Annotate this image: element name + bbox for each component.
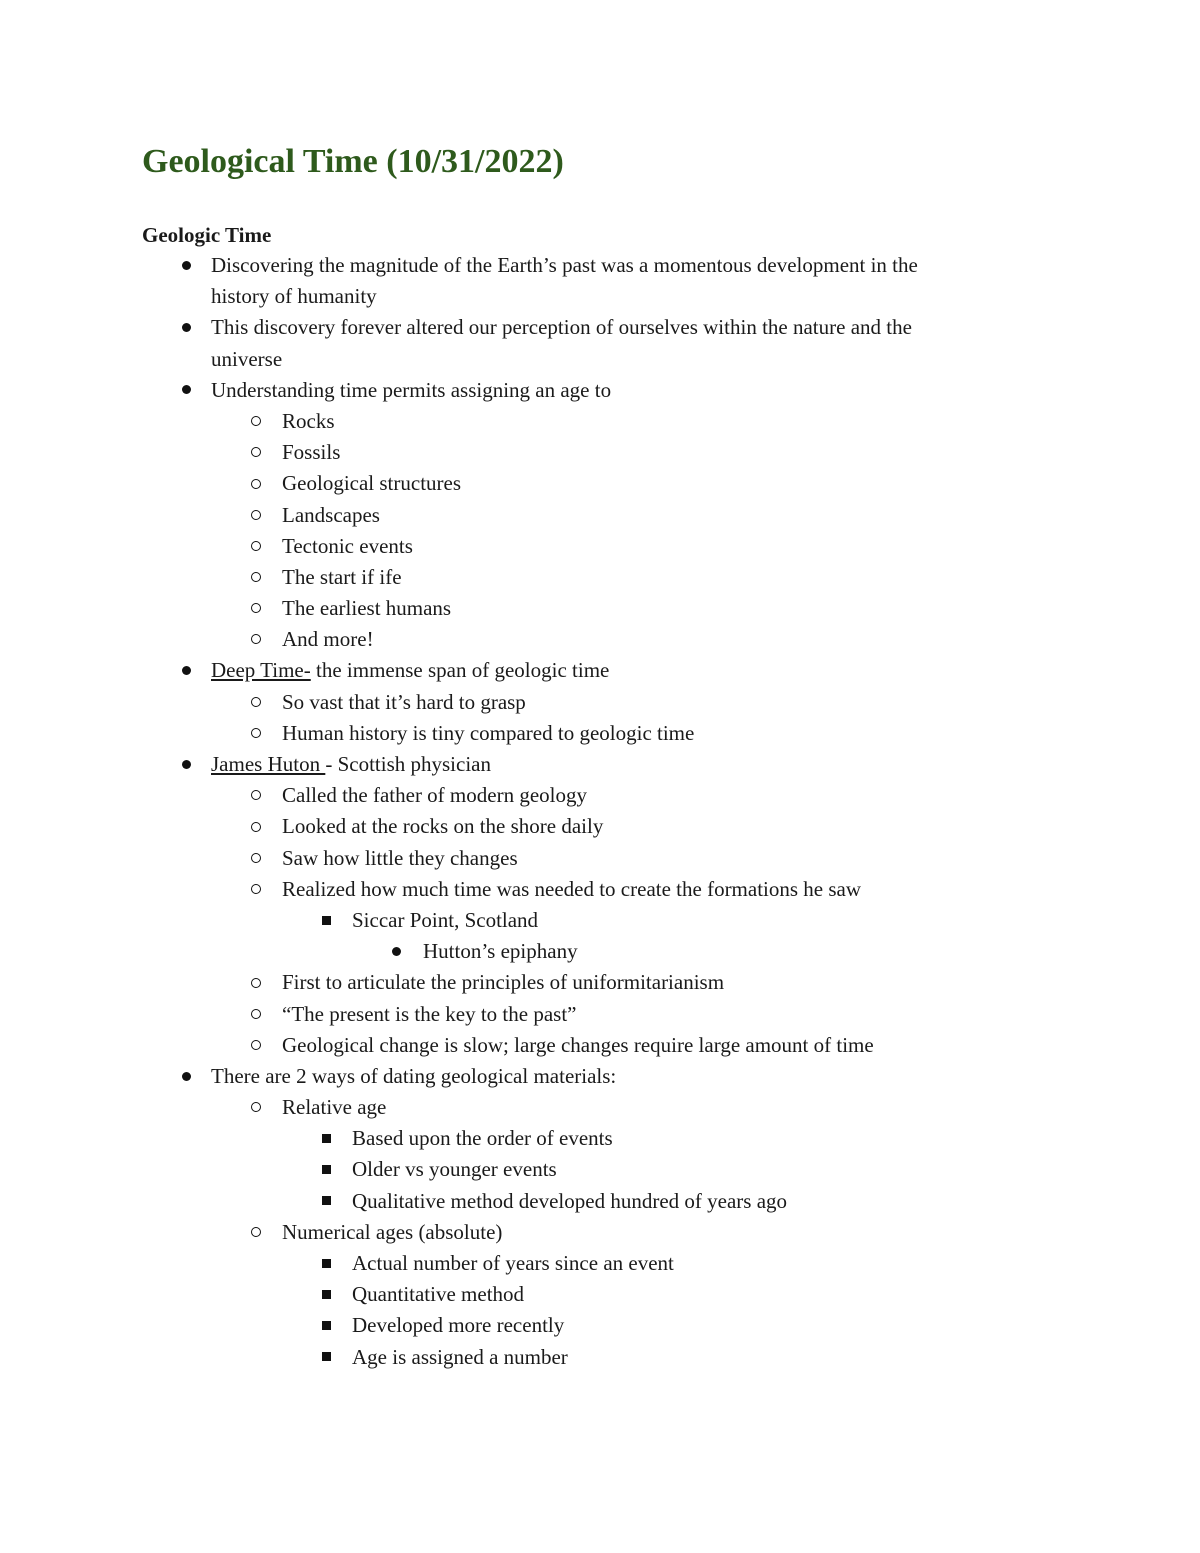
bullet-ring-icon	[246, 1092, 266, 1123]
list-item-text	[211, 749, 491, 780]
bullet-dot-icon	[386, 936, 406, 967]
sub-list-item	[0, 780, 1200, 811]
bullet-square-icon	[316, 1123, 336, 1154]
list-item-continuation	[0, 281, 1200, 312]
bullet-square-icon	[316, 1342, 336, 1373]
list-item	[0, 312, 1200, 343]
sub-list-item	[0, 406, 1200, 437]
list-item-text: Understanding time permits assigning an age to	[211, 377, 612, 402]
definition-text: the immense span of geologic time	[310, 658, 610, 683]
bullet-ring-icon	[246, 437, 266, 468]
sub-list-item-text: Rocks	[282, 408, 335, 433]
sub-list-item-text: First to articulate the principles of uniformitarianism	[282, 970, 725, 995]
bullet-ring-icon	[246, 811, 266, 842]
sub-sub-list-item	[0, 1154, 1200, 1185]
sub-list-item	[0, 593, 1200, 624]
sub-list-item	[0, 1092, 1200, 1123]
bullet-square-icon	[316, 905, 336, 936]
sub-sub-list-item-text: Based upon the order of events	[352, 1126, 613, 1151]
sub-list-item-text: Human history is tiny compared to geologic time	[282, 720, 695, 745]
sub-sub-list-item	[0, 1310, 1200, 1341]
list-item	[0, 1061, 1200, 1092]
sub-sub-list-item	[0, 905, 1200, 936]
bullet-ring-icon	[246, 999, 266, 1030]
sub-list-item-text: Realized how much time was needed to create the formations he saw	[282, 876, 862, 901]
notes-list	[0, 250, 1200, 1373]
sub-sub-list-item-text: Quantitative method	[352, 1282, 525, 1307]
bullet-dot-icon	[176, 1061, 196, 1092]
list-item-text: Discovering the magnitude of the Earth’s past was a momentous development in the	[211, 253, 918, 277]
term-deep-time: Deep Time-	[211, 658, 311, 683]
sub-list-item	[0, 718, 1200, 749]
sub-list-item	[0, 624, 1200, 655]
list-item	[0, 655, 1200, 686]
sub-list-item-text: Fossils	[282, 440, 341, 465]
term-james-huton: James Huton	[211, 752, 326, 776]
sub-list-item-text: Called the father of modern geology	[282, 783, 587, 808]
sub-list-item	[0, 531, 1200, 562]
bullet-ring-icon	[246, 531, 266, 562]
bullet-ring-icon	[246, 500, 266, 531]
sub-sub-list-item-text: Developed more recently	[352, 1313, 565, 1338]
sub-list-item-text: Numerical ages (absolute)	[282, 1219, 503, 1244]
page-title: Geological Time (10/31/2022)	[142, 143, 564, 180]
sub-list-item-text: So vast that it’s hard to grasp	[282, 689, 526, 714]
sub-list-item-text: The earliest humans	[282, 596, 452, 621]
sub-list-item	[0, 562, 1200, 593]
sub-list-item	[0, 874, 1200, 905]
sub-list-item	[0, 967, 1200, 998]
section-heading: Geologic Time	[142, 223, 272, 247]
sub-list-item-text: Tectonic events	[282, 533, 413, 558]
sub-list-item	[0, 843, 1200, 874]
sub-sub-list-item	[0, 1342, 1200, 1373]
sub-list-item	[0, 468, 1200, 499]
sub-sub-list-item	[0, 1186, 1200, 1217]
list-item-text: history of humanity	[211, 284, 377, 309]
sub-list-item	[0, 437, 1200, 468]
bullet-dot-icon	[176, 655, 196, 686]
level4-list-item	[0, 936, 1200, 967]
list-item	[0, 250, 1200, 281]
list-item-text: There are 2 ways of dating geological materials:	[211, 1063, 617, 1088]
bullet-ring-icon	[246, 1217, 266, 1248]
sub-list-item-text: Relative age	[282, 1095, 387, 1120]
bullet-ring-icon	[246, 687, 266, 718]
list-item-text: universe	[211, 346, 283, 371]
sub-sub-list-item	[0, 1279, 1200, 1310]
bullet-ring-icon	[246, 874, 266, 905]
sub-sub-list-item-text: Actual number of years since an event	[352, 1251, 674, 1275]
sub-sub-list-item-text: Siccar Point, Scotland	[352, 907, 539, 932]
sub-list-item-text: And more!	[282, 627, 374, 652]
sub-list-item	[0, 999, 1200, 1030]
bullet-ring-icon	[246, 967, 266, 998]
bullet-dot-icon	[176, 375, 196, 406]
sub-sub-list-item	[0, 1123, 1200, 1154]
list-item	[0, 375, 1200, 406]
bullet-dot-icon	[176, 749, 196, 780]
bullet-square-icon	[316, 1186, 336, 1217]
definition-text: - Scottish physician	[325, 752, 491, 776]
bullet-square-icon	[316, 1154, 336, 1185]
list-item-text	[211, 655, 609, 686]
sub-list-item-text: Geological structures	[282, 471, 462, 496]
bullet-ring-icon	[246, 593, 266, 624]
bullet-square-icon	[316, 1279, 336, 1310]
sub-list-item	[0, 811, 1200, 842]
bullet-ring-icon	[246, 562, 266, 593]
bullet-square-icon	[316, 1310, 336, 1341]
sub-list-item-text: Landscapes	[282, 502, 380, 527]
list-item-continuation	[0, 344, 1200, 375]
sub-sub-list-item-text: Older vs younger events	[352, 1157, 557, 1182]
sub-list-item-text: Saw how little they changes	[282, 845, 518, 870]
bullet-square-icon	[316, 1248, 336, 1279]
bullet-ring-icon	[246, 718, 266, 749]
sub-list-item-text: “The present is the key to the past”	[282, 1001, 577, 1026]
bullet-ring-icon	[246, 468, 266, 499]
sub-sub-list-item-text: Qualitative method developed hundred of years ago	[352, 1188, 788, 1213]
sub-list-item	[0, 1217, 1200, 1248]
sub-list-item-text: Geological change is slow; large changes require large amount of time	[282, 1032, 874, 1057]
bullet-dot-icon	[176, 312, 196, 343]
sub-list-item-text: The start if ife	[282, 564, 402, 589]
bullet-ring-icon	[246, 1030, 266, 1061]
bullet-ring-icon	[246, 780, 266, 811]
list-item-text: This discovery forever altered our perception of ourselves within the nature and the	[211, 315, 912, 340]
bullet-ring-icon	[246, 406, 266, 437]
sub-list-item	[0, 1030, 1200, 1061]
bullet-ring-icon	[246, 843, 266, 874]
sub-list-item	[0, 500, 1200, 531]
bullet-dot-icon	[176, 250, 196, 281]
bullet-ring-icon	[246, 624, 266, 655]
list-item	[0, 749, 1200, 780]
level4-list-item-text: Hutton’s epiphany	[423, 939, 578, 964]
sub-list-item-text: Looked at the rocks on the shore daily	[282, 814, 604, 839]
sub-sub-list-item	[0, 1248, 1200, 1279]
sub-list-item	[0, 687, 1200, 718]
sub-sub-list-item-text: Age is assigned a number	[352, 1344, 568, 1369]
